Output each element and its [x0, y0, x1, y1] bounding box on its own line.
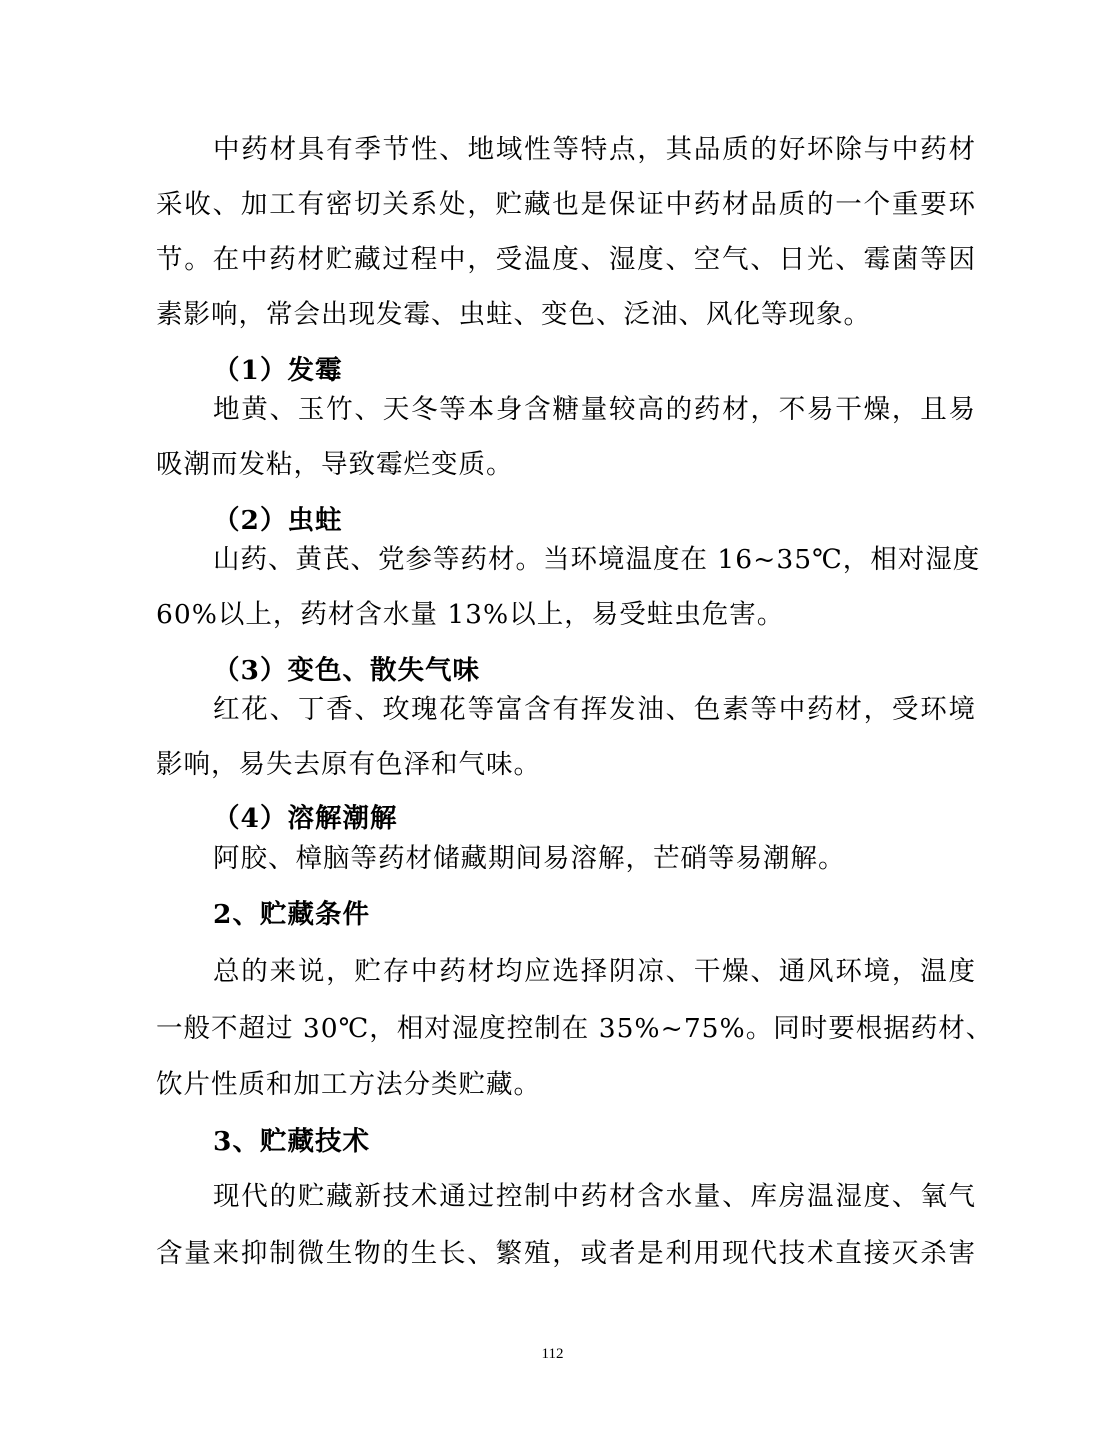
section-3-line-1: 现代的贮藏新技术通过控制中药材含水量、库房温湿度、氧气 — [213, 1181, 976, 1212]
item-3-line-1: 红花、丁香、玫瑰花等富含有挥发油、色素等中药材，受环境 — [213, 694, 976, 725]
section-2-line-2: 一般不超过 30℃，相对湿度控制在 35%~75%。同时要根据药材、 — [156, 1013, 994, 1044]
intro-line-2: 采收、加工有密切关系处，贮藏也是保证中药材品质的一个重要环 — [156, 189, 976, 220]
section-2-line-3: 饮片性质和加工方法分类贮藏。 — [156, 1069, 541, 1100]
item-2-line-2: 60%以上，药材含水量 13%以上，易受蛀虫危害。 — [156, 599, 785, 630]
section-3-line-2: 含量来抑制微生物的生长、繁殖，或者是利用现代技术直接灭杀害 — [156, 1238, 976, 1269]
section-2-heading: 2、贮藏条件 — [213, 899, 370, 930]
item-4-heading: （4）溶解潮解 — [213, 803, 398, 834]
item-2-heading: （2）虫蛀 — [213, 505, 343, 536]
intro-line-1: 中药材具有季节性、地域性等特点，其品质的好坏除与中药材 — [213, 134, 976, 165]
section-2-line-1: 总的来说，贮存中药材均应选择阴凉、干燥、通风环境，温度 — [213, 956, 976, 987]
page-number: 112 — [541, 1346, 564, 1362]
item-1-line-2: 吸潮而发粘，导致霉烂变质。 — [156, 449, 514, 480]
intro-line-4: 素影响，常会出现发霉、虫蛀、变色、泛油、风化等现象。 — [156, 299, 871, 330]
item-4-line-1: 阿胶、樟脑等药材储藏期间易溶解，芒硝等易潮解。 — [213, 843, 846, 874]
item-1-heading: （1）发霉 — [213, 355, 343, 386]
intro-line-3: 节。在中药材贮藏过程中，受温度、湿度、空气、日光、霉菌等因 — [156, 244, 976, 275]
item-3-heading: （3）变色、散失气味 — [213, 655, 480, 686]
item-3-line-2: 影响，易失去原有色泽和气味。 — [156, 749, 541, 780]
item-1-line-1: 地黄、玉竹、天冬等本身含糖量较高的药材，不易干燥，且易 — [213, 394, 976, 425]
item-2-line-1: 山药、黄芪、党参等药材。当环境温度在 16~35℃，相对湿度 — [213, 544, 981, 575]
section-3-heading: 3、贮藏技术 — [213, 1126, 370, 1157]
